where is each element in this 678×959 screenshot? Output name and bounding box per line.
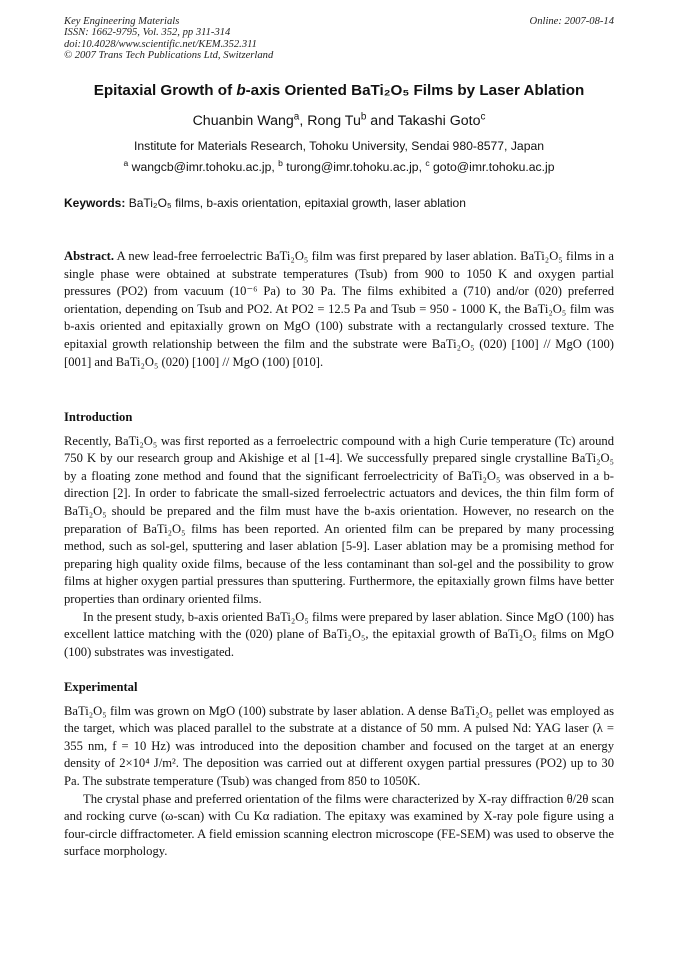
affil-mark: a (123, 157, 129, 168)
email: turong@imr.tohoku.ac.jp, (282, 160, 426, 174)
affil-mark: b (360, 111, 367, 123)
email: wangcb@imr.tohoku.ac.jp, (128, 160, 279, 174)
paragraph: BaTi₂O₅ film was grown on MgO (100) substrate by laser ablation. A dense BaTi₂O₅ pellet was employed as the target, which was placed parallel to the substrate at a distance of 50 mm. A pulsed Nd: YAG laser (λ = 355 nm, f = 10 Hz) was introduced into the deposition chamber and focused on the target at an energy density of 2×10⁴ J/m². The deposition was carried out at different oxygen partial pressures (PO2) up to 30 Pa. The substrate temperature (Tsub) was changed from 850 to 1050K. (64, 703, 614, 788)
journal-header (64, 16, 614, 62)
affil-mark: b (278, 157, 283, 168)
email: goto@imr.tohoku.ac.jp (429, 160, 555, 174)
keywords (64, 196, 614, 210)
affil-mark: c (480, 111, 486, 123)
abstract-text: A new lead-free ferroelectric BaTi₂O₅ film was first prepared by laser ablation. BaTi₂O₅ films in a single phase were obtained at substrate temperatures (Tsub) from 900 to 1050 K and oxygen partial pressures (PO2) from vacuum (10⁻⁶ Pa) to 30 Pa. The films exhibited a (710) and/or (020) preferred orientation, depending on Tsub and PO2. At PO2 = 12.5 Pa and Tsub = 950 - 1000 K, the BaTi₂O₅ film was b-axis oriented and epitaxially grown on MgO (100) substrate with a rectangularly crossed texture. The epitaxial growth relationship between the film and the substrate were BaTi₂O₅ (020) [100] // MgO (100) [001] and BaTi₂O₅ (020) [100] // MgO (100) [010]. (64, 249, 614, 369)
abstract (64, 248, 614, 371)
paragraph: The crystal phase and preferred orientation of the films were characterized by X-ray diffraction θ/2θ scan and rocking curve (ω-scan) with Cu Kα radiation. The epitaxy was examined by X-ray pole figure using a four-circle diffractometer. A field emission scanning electron microscope (FE-SEM) was used to observe the surface morphology. (64, 791, 614, 859)
author-name: and Takashi Goto (366, 113, 481, 129)
title-italic: b (236, 82, 246, 99)
keywords-text: BaTi₂O₅ films, b-axis orientation, epitaxial growth, laser ablation (125, 196, 466, 210)
section-heading: Introduction (64, 410, 133, 424)
journal-name: Key Engineering Materials (64, 16, 180, 27)
journal-issn: ISSN: 1662-9795, Vol. 352, pp 311-314 (64, 27, 231, 39)
journal-copyright: © 2007 Trans Tech Publications Ltd, Switzerland (64, 50, 274, 62)
affil-mark: a (293, 111, 300, 123)
title-part: Epitaxial Growth of (93, 82, 237, 99)
affil-mark: c (425, 157, 430, 168)
online-date: Online: 2007-08-14 (529, 16, 614, 27)
journal-doi: doi:10.4028/www.scientific.net/KEM.352.311 (64, 38, 257, 50)
section-experimental (64, 679, 614, 861)
author-emails (40, 157, 638, 174)
keywords-label: Keywords: (64, 196, 126, 210)
author-list (40, 113, 638, 129)
paragraph: In the present study, b-axis oriented BaTi₂O₅ films were prepared by laser ablation. Since MgO (100) has excellent lattice matching with the (020) plane of BaTi₂O₅, the epitaxial growth of BaTi₂O₅ films on MgO (100) substrates was investigated. (64, 609, 614, 659)
paper-title (40, 82, 638, 99)
abstract-label: Abstract. (64, 249, 115, 263)
title-part: -axis Oriented BaTi₂O₅ Films by Laser Ablation (245, 82, 585, 99)
section-heading: Experimental (64, 680, 138, 694)
author-name: Chuanbin Wang (192, 113, 294, 129)
paragraph: Recently, BaTi₂O₅ was first reported as a ferroelectric compound with a high Curie temperature (Tc) around 750 K by our research group and Akishige et al [1-4]. We successfully prepared single crystalline BaTi₂O₅ by a floating zone method and found that the significant ferroelectricity of BaTi₂O₅ was observed in a b-direction [2]. In order to fabricate the small-sized ferroelectric actuators and devices, the thin film form of BaTi₂O₅ should be prepared and the film must have the b-axis orientation. However, no research on the preparation of BaTi₂O₅ films has been reported. An oriented film can be prepared by many processing method, such as sol-gel, sputtering and laser ablation [5-9]. Laser ablation may be a promising method for preparing high quality oxide films, because of the less contaminant than sol-gel and the possibility to grow films at higher oxygen partial pressures than sputtering. Furthermore, the epitaxially grown films have better properties than ordinary oriented films. (64, 433, 614, 606)
section-introduction (64, 409, 614, 661)
affiliation: Institute for Materials Research, Tohoku University, Sendai 980-8577, Japan (133, 139, 545, 153)
author-name: , Rong Tu (299, 113, 361, 129)
